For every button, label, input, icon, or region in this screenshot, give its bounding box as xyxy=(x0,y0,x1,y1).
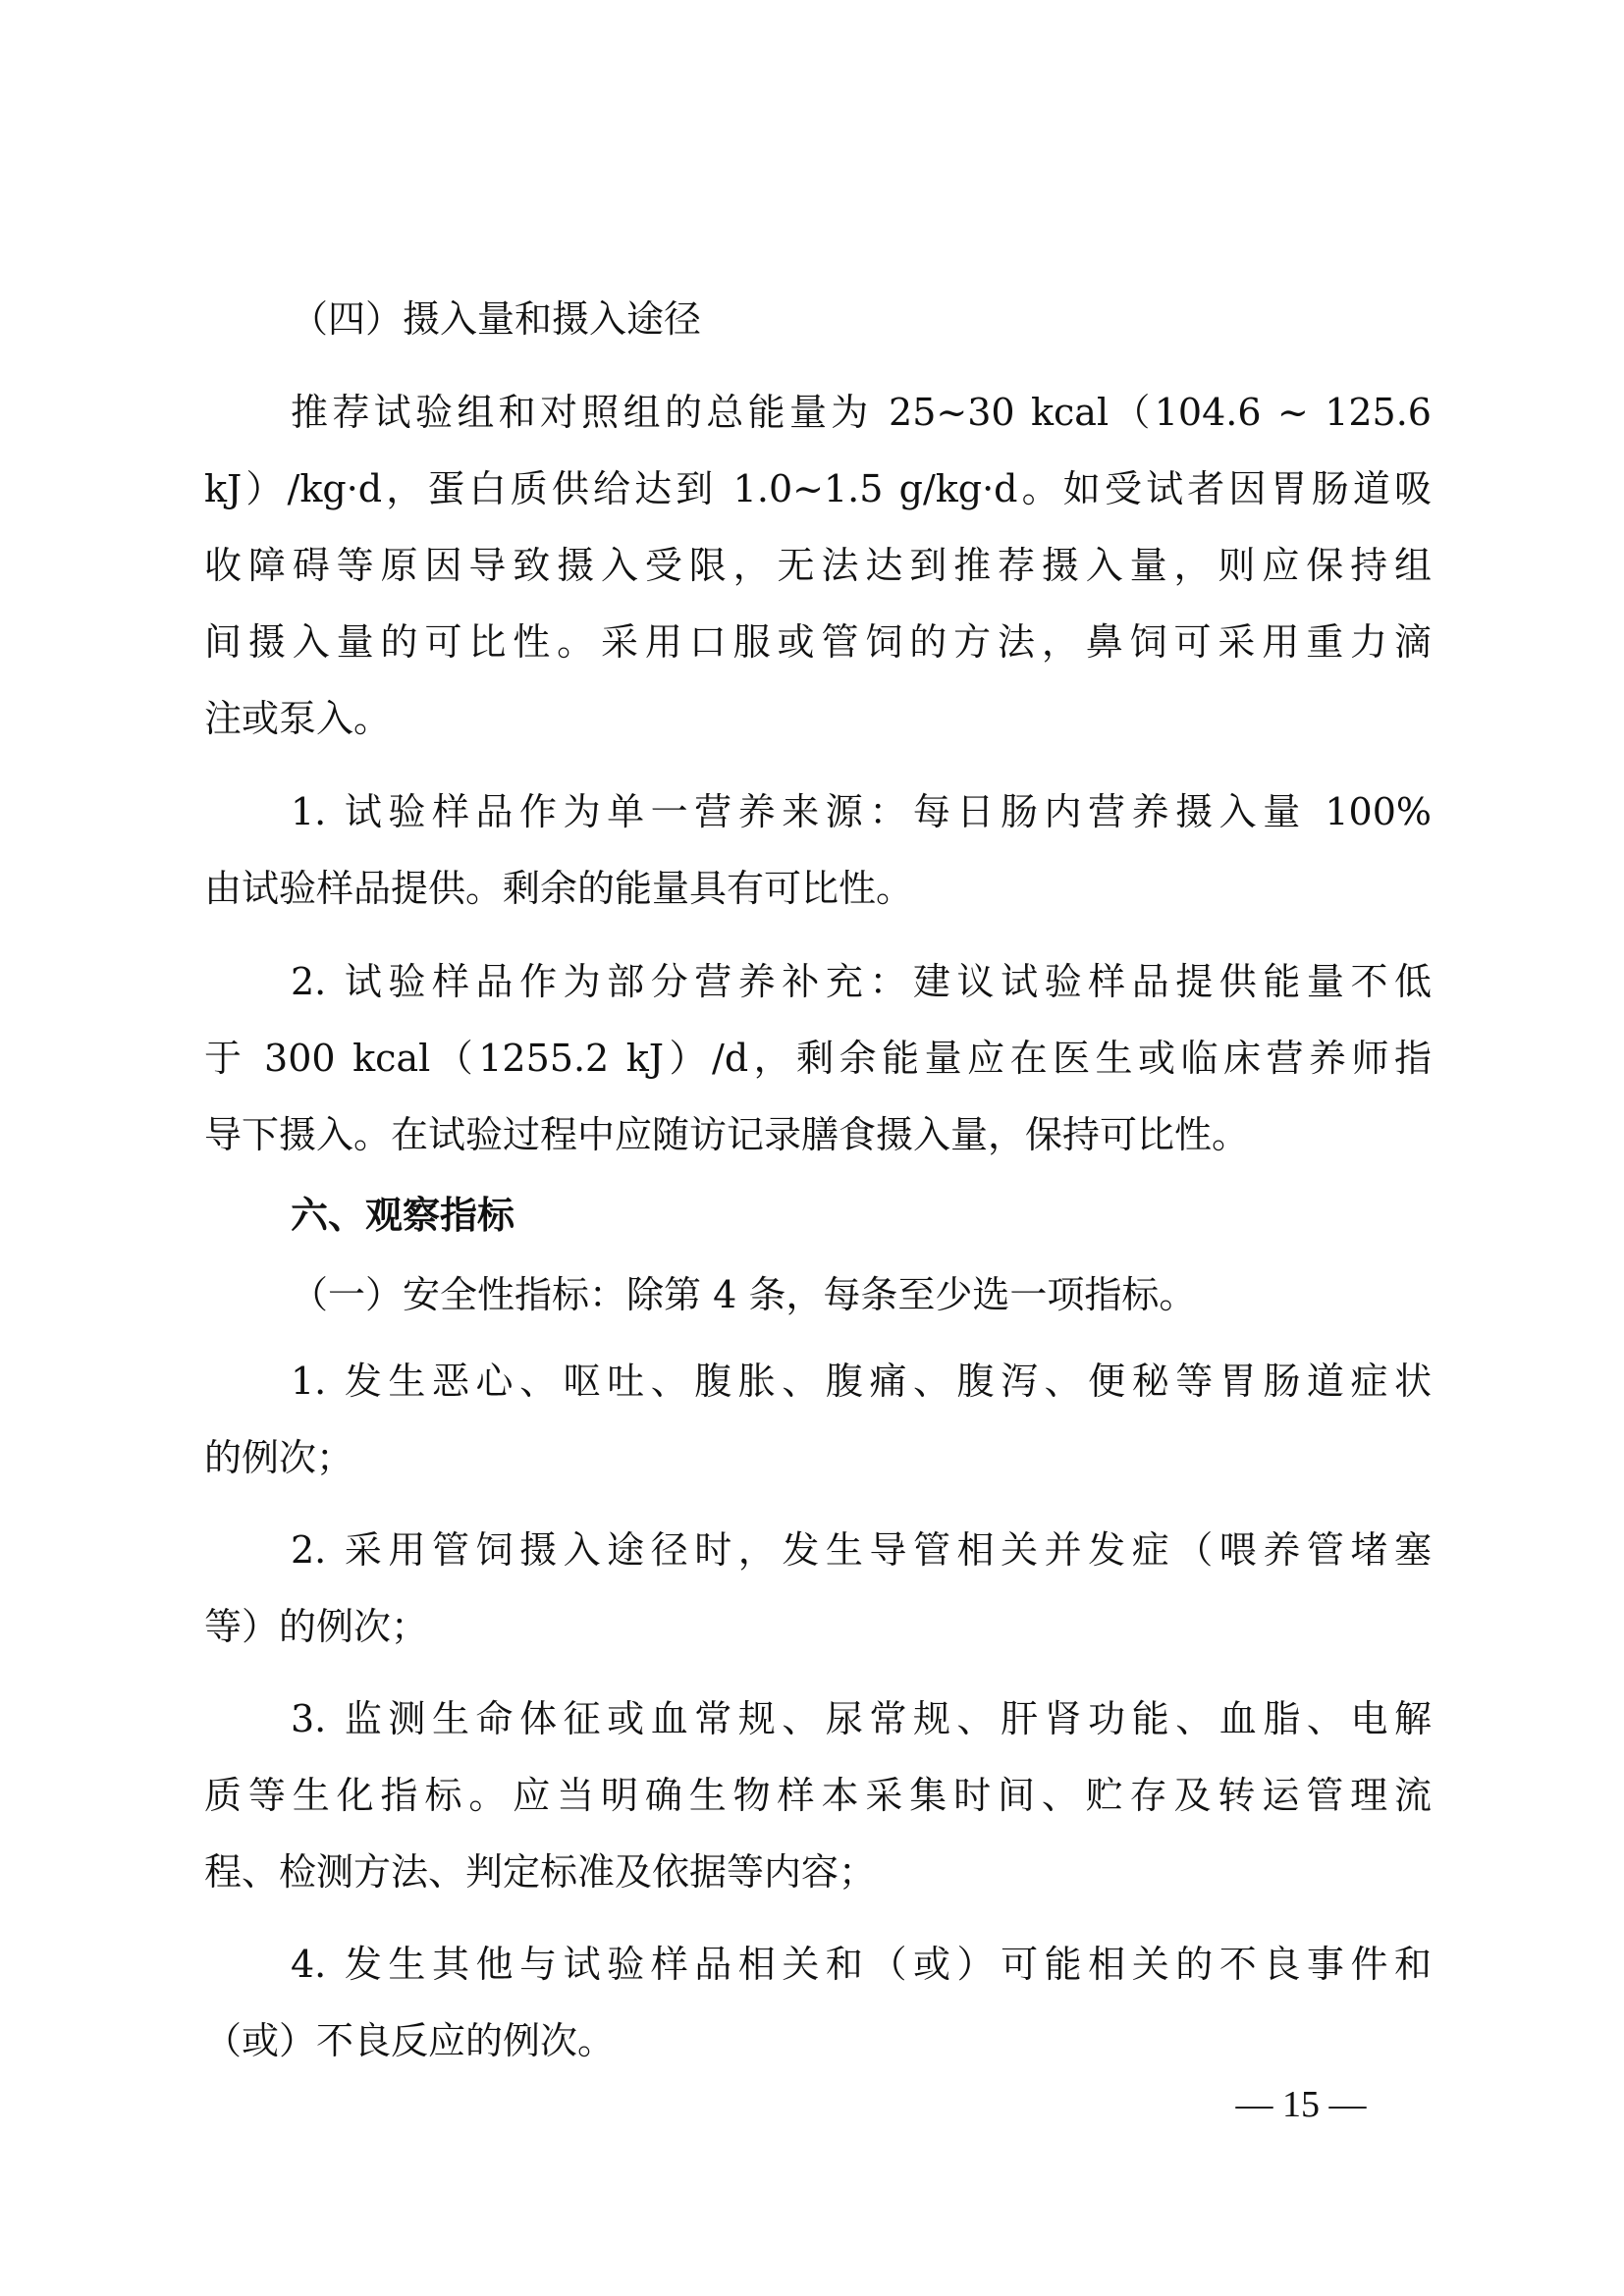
list-item-line: 由试验样品提供。剩余的能量具有可比性。 xyxy=(204,867,914,910)
list-item-line: 2. 试验样品作为部分营养补充：建议试验样品提供能量不低 xyxy=(291,960,1432,1003)
list-item-line: 2. 采用管饲摄入途径时，发生导管相关并发症（喂养管堵塞 xyxy=(291,1528,1432,1572)
paragraph-line: 收障碍等原因导致摄入受限，无法达到推荐摄入量，则应保持组 xyxy=(204,544,1432,587)
list-item-line: 的例次； xyxy=(204,1436,354,1479)
paragraph-line: 推荐试验组和对照组的总能量为 25~30 kcal（104.6 ~ 125.6 xyxy=(291,391,1432,434)
subsection-heading-intake: （四）摄入量和摄入途径 xyxy=(291,297,702,341)
section-heading-observation: 六、观察指标 xyxy=(291,1194,515,1237)
subsection-heading-safety: （一）安全性指标：除第 4 条，每条至少选一项指标。 xyxy=(291,1273,1197,1316)
list-item-line: （或）不良反应的例次。 xyxy=(204,2019,616,2062)
list-item-line: 等）的例次； xyxy=(204,1605,429,1648)
list-item-line: 导下摄入。在试验过程中应随访记录膳食摄入量，保持可比性。 xyxy=(204,1113,1250,1156)
paragraph-line: 注或泵入。 xyxy=(204,697,392,740)
list-item-line: 1. 发生恶心、呕吐、腹胀、腹痛、腹泻、便秘等胃肠道症状 xyxy=(291,1360,1432,1403)
paragraph-line: kJ）/kg·d，蛋白质供给达到 1.0~1.5 g/kg·d。如受试者因胃肠道吸 xyxy=(204,467,1432,510)
list-item-line: 于 300 kcal（1255.2 kJ）/d，剩余能量应在医生或临床营养师指 xyxy=(204,1037,1432,1080)
list-item-line: 3. 监测生命体征或血常规、尿常规、肝肾功能、血脂、电解 xyxy=(291,1697,1432,1740)
list-item-line: 1. 试验样品作为单一营养来源：每日肠内营养摄入量 100% xyxy=(291,790,1432,833)
page-number: — 15 — xyxy=(1235,2084,1367,2125)
paragraph-line: 间摄入量的可比性。采用口服或管饲的方法，鼻饲可采用重力滴 xyxy=(204,620,1432,664)
list-item-line: 程、检测方法、判定标准及依据等内容； xyxy=(204,1850,877,1894)
list-item-line: 质等生化指标。应当明确生物样本采集时间、贮存及转运管理流 xyxy=(204,1774,1432,1817)
list-item-line: 4. 发生其他与试验样品相关和（或）可能相关的不良事件和 xyxy=(291,1943,1432,1986)
